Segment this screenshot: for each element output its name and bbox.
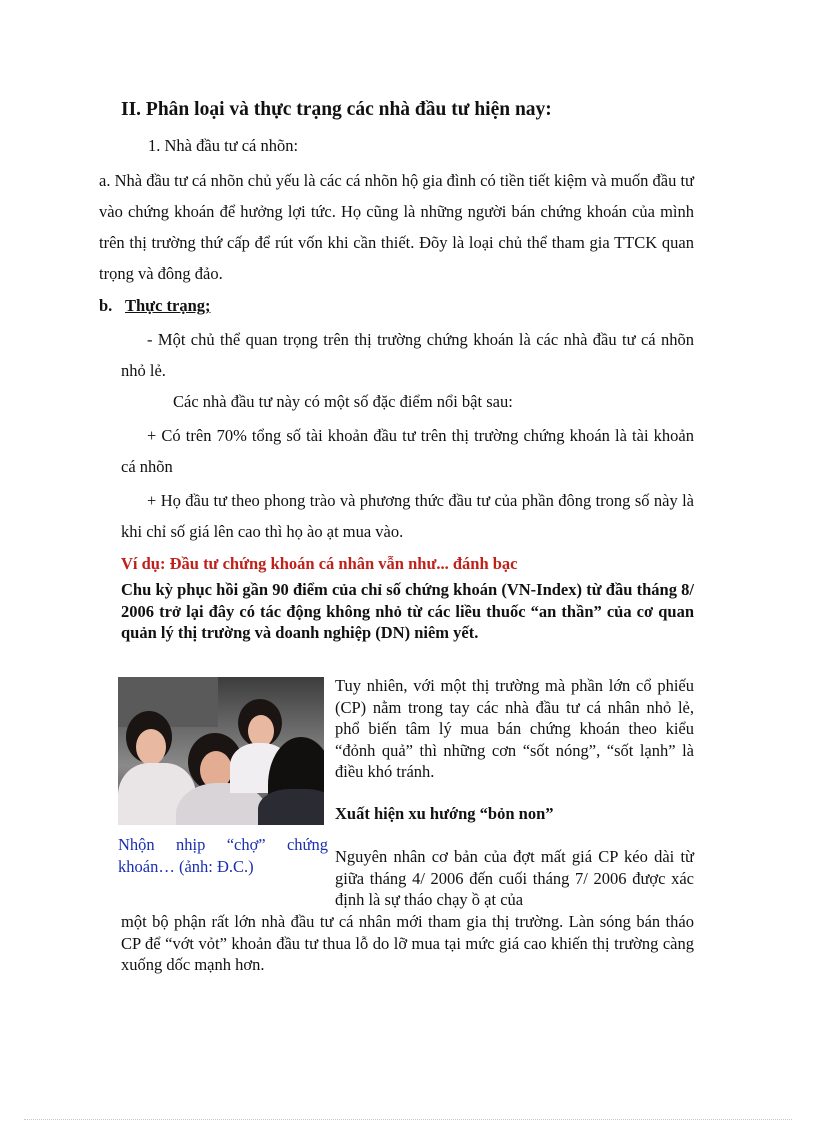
full-width-paragraph: một bộ phận rất lớn nhà đầu tư cá nhân mới tham gia thị trường. Làn sóng bán tháo CP để “vớt vỏt” khoản đầu tư thua lỗ do lỡ mua tại mức giá cao khiến thị trường càng xuống dốc mạnh hơn. [121, 912, 694, 974]
paragraph-b2: Các nhà đầu tư này có một số đặc điểm nổi bật sau: [173, 392, 513, 411]
example-title: Ví dụ: Đầu tư chứng khoán cá nhân vẫn như... đánh bạc [121, 554, 518, 573]
photo-caption: Nhộn nhịp “chợ” chứng khoán… (ảnh: Đ.C.) [118, 835, 328, 876]
paragraph-b4: + Họ đầu tư theo phong trào và phương thức đầu tư của phần đông trong số này là khi chỉ số giá lên cao thì họ ào ạt mua vào. [121, 491, 694, 541]
section-b [99, 294, 211, 318]
photo-shape-person4-body [258, 789, 324, 825]
section-b-label: b. [99, 296, 113, 315]
photo-shape-person1-face [136, 729, 166, 765]
right-column-paragraph-2: Nguyên nhân cơ bản của đợt mất giá CP kéo dài từ giữa tháng 4/ 2006 đến cuối tháng 7/ 2006 được xác định là sự tháo chạy ồ ạt của [335, 847, 694, 909]
section-b-title: Thực trạng; [125, 296, 211, 315]
paragraph-b1: - Một chủ thể quan trọng trên thị trường chứng khoán là các nhà đầu tư cá nhõn nhỏ lẻ. [121, 330, 694, 380]
market-photo [118, 677, 324, 825]
paragraph-b3: + Có trên 70% tổng số tài khoản đầu tư trên thị trường chứng khoán là tài khoản cá nhõn [121, 426, 694, 476]
list-item-1: 1. Nhà đầu tư cá nhõn: [148, 136, 299, 155]
page-bottom-dotted-border [24, 1119, 792, 1120]
right-column-paragraph: Tuy nhiên, với một thị trường mà phần lớn cổ phiếu (CP) nằm trong tay các nhà đầu tư cá nhân nhỏ lẻ, phổ biến tâm lý mua bán chứng khoán theo kiểu “đỏnh quả” thì những cơn “sốt nóng”, “sốt lạnh” là điều khó tránh. [335, 676, 694, 781]
paragraph-a: a. Nhà đầu tư cá nhõn chủ yếu là các cá nhõn hộ gia đình có tiền tiết kiệm và muốn đầu tư vào chứng khoán để hưởng lợi tức. Họ cũng là những người bán chứng khoán của mình trên thị trường thứ cấp để rút vốn khi cần thiết. Đõy là loại chủ thể tham gia TTCK quan trọng và đông đảo. [99, 171, 694, 283]
article-subheading: Xuất hiện xu hướng “bỏn non” [335, 804, 554, 823]
article-lead: Chu kỳ phục hồi gần 90 điểm của chỉ số chứng khoán (VN-Index) từ đầu tháng 8/ 2006 trở lại đây có tác động không nhỏ từ các liều thuốc “an thần” của cơ quan quản lý thị trường và doanh nghiệp (DN) niêm yết. [121, 580, 694, 642]
section-heading: II. Phân loại và thực trạng các nhà đầu tư hiện nay: [121, 99, 552, 120]
